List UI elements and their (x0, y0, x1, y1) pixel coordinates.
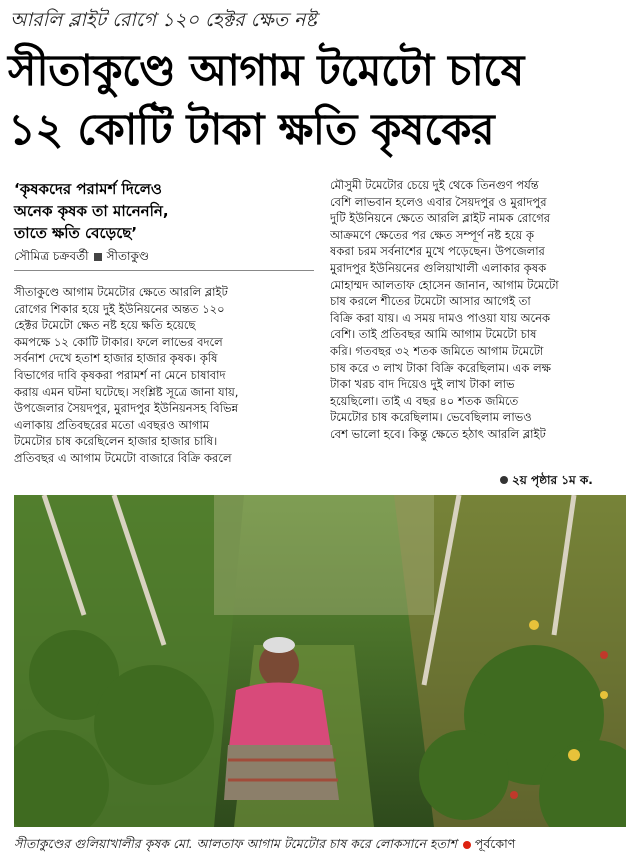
text-line: দুটি ইউনিয়নে ক্ষেতে আরলি ব্লাইট নামক রোগের (330, 211, 551, 226)
byline (14, 248, 314, 268)
text-line: চাষ করে ৩ লাখ টাকা বিক্রি করেছিলাম। এক লক্ষ (330, 360, 551, 375)
text-line: বেশ ভালো হবে। কিন্তু ক্ষেতে হঠাৎ আরলি ব্লাইট (330, 426, 546, 441)
farmer-photo (14, 495, 626, 827)
text-line: বিভাগের দাবি কৃষকরা পরামর্শ না মেনে চাষাবাদ (14, 367, 226, 382)
byline-location: সীতাকুণ্ড (106, 249, 150, 263)
bullet-icon (500, 476, 508, 484)
text-line: করায় এমন ঘটনা ঘটেছে। সংশ্লিষ্ট সূত্রে জানা যায়, (14, 384, 239, 399)
text-line: হয়েছিলো। তাই এ বছর ৪০ শতক জমিতে (330, 393, 519, 408)
photo-caption (14, 836, 634, 856)
text-line: টমেটোর চাষ করেছিলাম। ভেবেছিলাম লাভও (330, 410, 532, 425)
photo-credit: পূর্বকোণ (474, 836, 516, 851)
text-line: টাকা খরচ বাদ দিয়েও দুই লাখ টাকা লাভ (330, 377, 515, 392)
text-line: হেক্টর টমেটো ক্ষেত নষ্ট হয়ে ক্ষতি হয়েছে (14, 318, 196, 333)
red-dot-icon (463, 841, 471, 849)
text-line: চাষ করলে শীতের টমেটো আসার আগেই তা (330, 294, 531, 309)
text-line: মৌসুমী টমেটোর চেয়ে দুই থেকে তিনগুণ পর্যন্ত (330, 178, 539, 192)
text-line: মুরাদপুর ইউনিয়নের গুলিয়াখালী এলাকার কৃষক (330, 260, 547, 275)
headline-line: সীতাকুণ্ডে আগাম টমেটো চাষে (8, 46, 524, 96)
tomato-field-illustration (14, 495, 626, 827)
text-line: মোহাম্মদ আলতাফ হোসেন জানান, আগাম টমেটো (330, 277, 559, 292)
pull-quote-line: অনেক কৃষক তা মানেননি, (14, 202, 169, 220)
pull-quote-line: তাতে ক্ষতি বেড়েছে’ (14, 224, 138, 242)
headline-line: ১২ কোটি টাকা ক্ষতি কৃষকের (8, 105, 495, 155)
pull-quote (14, 178, 314, 244)
article-column-right (330, 177, 630, 443)
text-line: সর্বনাশ দেখে হতাশ হাজার হাজার কৃষক। কৃষি (14, 351, 218, 366)
headline (8, 42, 634, 160)
text-line: কমপক্ষে ১২ কোটি টাকার। ফলে লাভের বদলে (14, 334, 223, 349)
text-line: উপজেলার সৈয়দপুর, মুরাদপুর ইউনিয়নসহ বিভিন্ন (14, 401, 239, 416)
continuation-note (500, 472, 593, 492)
text-line: বেশি লাভবান হলেও এবার সৈয়দপুর ও মুরাদপুর (330, 194, 547, 209)
text-line: বিক্রি করা যায়। এ সময় দামও পাওয়া যায় অনেক (330, 310, 551, 325)
divider (14, 270, 314, 271)
article-column-left (14, 284, 314, 467)
text-line: আক্রমণে ক্ষেতের পর ক্ষেত সম্পূর্ণ নষ্ট হয়ে কৃ (330, 227, 534, 242)
pull-quote-line: ‘কৃষকদের পরামর্শ দিলেও (14, 180, 162, 198)
text-line: ষকরা চরম সর্বনাশের মুখে পড়েছেন। উপজেলার (330, 244, 545, 259)
caption-text: সীতাকুণ্ডের গুলিয়াখালীর কৃষক মো. আলতাফ আগাম টমেটোর চাষ করে লোকসানে হতাশ (14, 836, 457, 851)
continuation-text: ২য় পৃষ্ঠার ১ম ক. (512, 473, 593, 487)
square-bullet-icon (94, 253, 102, 261)
kicker: আরলি ব্লাইট রোগে ১২০ হেক্টর ক্ষেত নষ্ট (10, 9, 317, 31)
text-line: বেশি। তাই প্রতিবছর আমি আগাম টমেটো চাষ (330, 327, 537, 342)
byline-author: সৌমিত্র চক্রবর্তী (14, 249, 89, 263)
text-line: প্রতিবছর এ আগাম টমেটো বাজারে বিক্রি করলে (14, 450, 232, 465)
text-line: রোগের শিকার হয়ে দুই ইউনিয়নের অন্তত ১২০ (14, 301, 225, 316)
text-line: টমেটোর চাষ করেছিলেন হাজার হাজার চাষি। (14, 434, 218, 449)
text-line: এলাকায় প্রতিবছরের মতো এবছরও আগাম (14, 417, 210, 432)
text-line: সীতাকুণ্ডে আগাম টমেটোর ক্ষেতে আরলি ব্লাইট (14, 285, 228, 299)
text-line: করি। গতবছর ৩২ শতক জমিতে আগাম টমেটো (330, 343, 544, 358)
